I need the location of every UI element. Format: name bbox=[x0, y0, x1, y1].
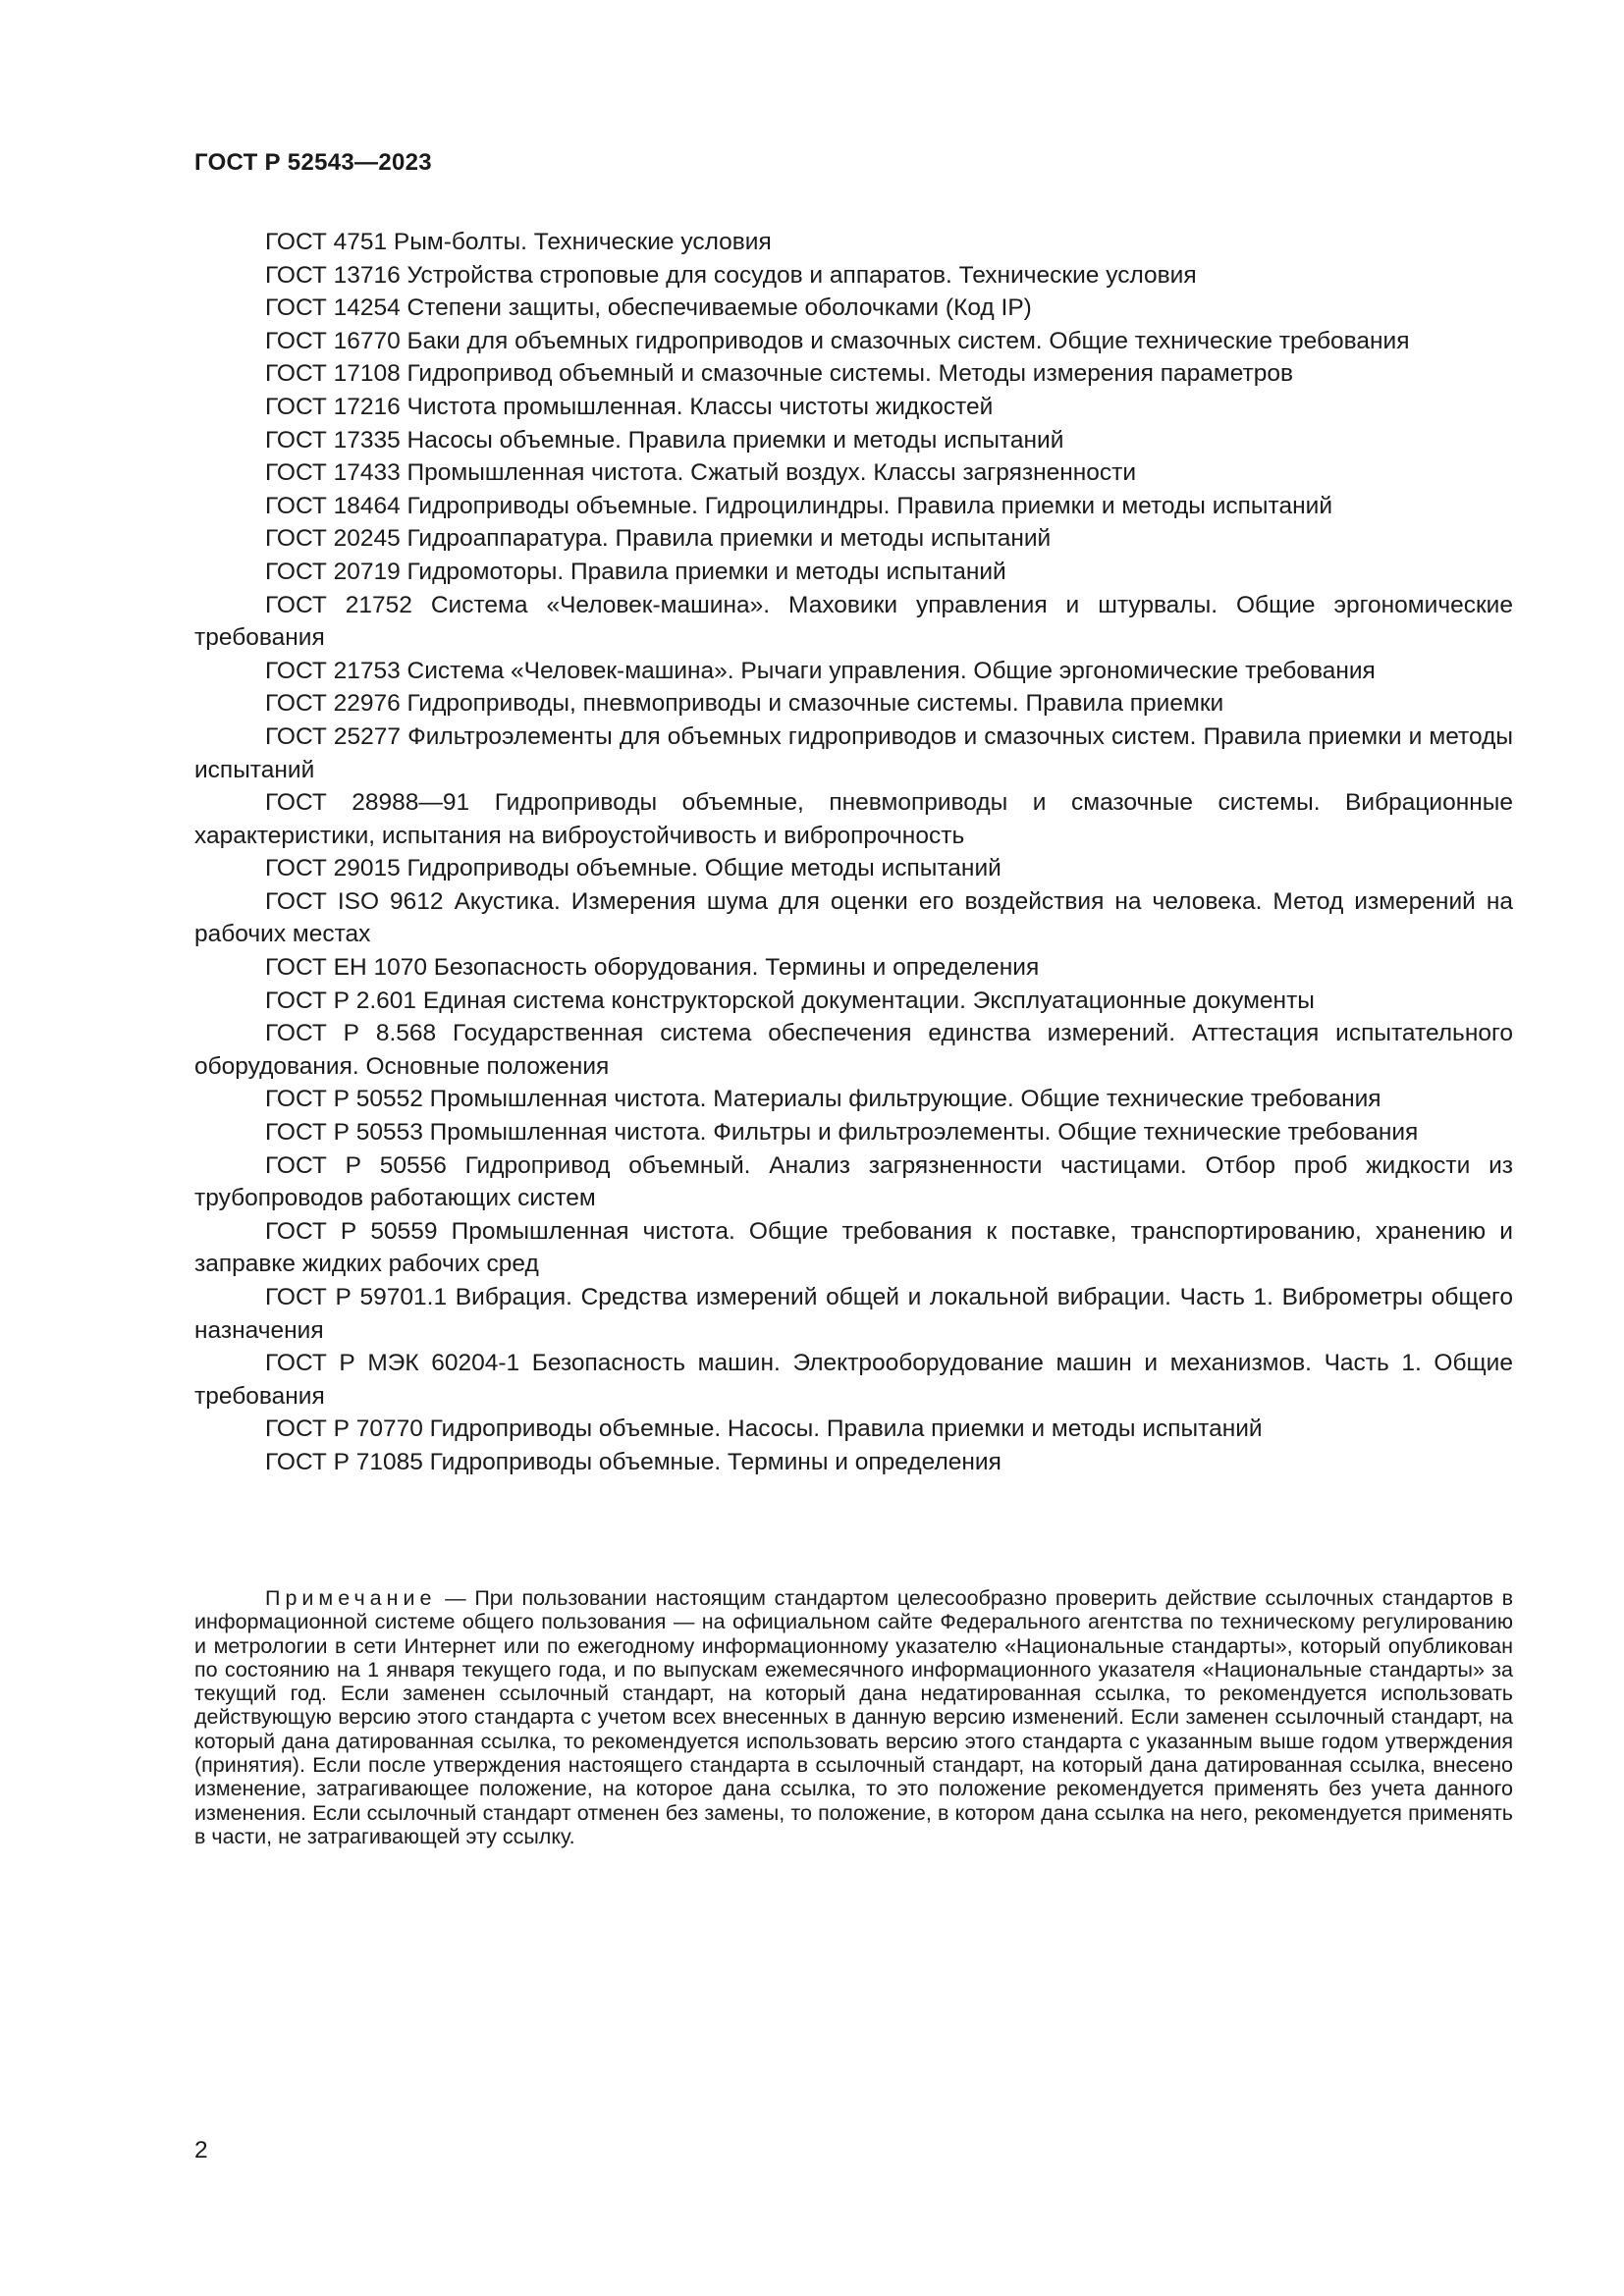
reference-item: ГОСТ ISO 9612 Акустика. Измерения шума для оценки его воздействия на человека. Метод измерений на рабочих местах bbox=[194, 887, 1513, 948]
note-paragraph bbox=[194, 1586, 1513, 1848]
note-label: Примечание bbox=[265, 1586, 437, 1610]
reference-item: ГОСТ Р 50553 Промышленная чистота. Фильтры и фильтроэлементы. Общие технические требования bbox=[265, 1119, 1419, 1147]
reference-item: ГОСТ Р 50556 Гидропривод объемный. Анализ загрязненности частицами. Отбор проб жидкости из трубопроводов работающих систем bbox=[194, 1151, 1513, 1212]
reference-item: ГОСТ 29015 Гидроприводы объемные. Общие методы испытаний bbox=[265, 855, 1001, 882]
reference-item: ГОСТ Р МЭК 60204-1 Безопасность машин. Электрооборудование машин и механизмов. Часть 1. Общие требования bbox=[194, 1350, 1513, 1410]
reference-item: ГОСТ 14254 Степени защиты, обеспечиваемые оболочками (Код IP) bbox=[265, 294, 1032, 322]
reference-item: ГОСТ Р 71085 Гидроприводы объемные. Термины и определения bbox=[265, 1448, 1001, 1475]
reference-item: ГОСТ ЕН 1070 Безопасность оборудования. Термины и определения bbox=[265, 954, 1040, 982]
reference-item: ГОСТ 28988—91 Гидроприводы объемные, пневмоприводы и смазочные системы. Вибрационные характеристики, испытания на виброустойчивость и вибропрочность bbox=[194, 789, 1513, 849]
reference-item: ГОСТ Р 8.568 Государственная система обеспечения единства измерений. Аттестация испытательного оборудования. Основные положения bbox=[194, 1020, 1513, 1080]
reference-item: ГОСТ 17216 Чистота промышленная. Классы чистоты жидкостей bbox=[265, 393, 994, 420]
reference-item: ГОСТ Р 50559 Промышленная чистота. Общие требования к поставке, транспортированию, хранению и заправке жидких рабочих сред bbox=[194, 1217, 1513, 1278]
reference-item: ГОСТ 17433 Промышленная чистота. Сжатый воздух. Классы загрязненности bbox=[265, 459, 1137, 487]
reference-item: ГОСТ 4751 Рым-болты. Технические условия bbox=[265, 229, 772, 255]
normative-references-list bbox=[194, 226, 1513, 1479]
reference-item: ГОСТ Р 70770 Гидроприводы объемные. Насосы. Правила приемки и методы испытаний bbox=[265, 1415, 1263, 1443]
reference-item: ГОСТ 20719 Гидромоторы. Правила приемки и методы испытаний bbox=[265, 558, 1006, 585]
reference-item: ГОСТ 21753 Система «Человек-машина». Рычаги управления. Общие эргономические требования bbox=[265, 657, 1376, 684]
reference-item: ГОСТ 17108 Гидропривод объемный и смазочные системы. Методы измерения параметров bbox=[265, 360, 1294, 388]
reference-item: ГОСТ Р 2.601 Единая система конструкторской документации. Эксплуатационные документы bbox=[265, 987, 1315, 1014]
reference-item: ГОСТ 13716 Устройства строповые для сосудов и аппаратов. Технические условия bbox=[265, 261, 1197, 289]
reference-item: ГОСТ 22976 Гидроприводы, пневмоприводы и смазочные системы. Правила приемки bbox=[265, 690, 1224, 718]
reference-item: ГОСТ 18464 Гидроприводы объемные. Гидроцилиндры. Правила приемки и методы испытаний bbox=[265, 492, 1333, 519]
reference-item: ГОСТ 16770 Баки для объемных гидроприводов и смазочных систем. Общие технические требования bbox=[265, 327, 1410, 354]
page-number: 2 bbox=[194, 2137, 208, 2163]
reference-item: ГОСТ 20245 Гидроаппаратура. Правила приемки и методы испытаний bbox=[265, 525, 1052, 553]
reference-item: ГОСТ 21752 Система «Человек-машина». Маховики управления и штурвалы. Общие эргономические требования bbox=[194, 591, 1513, 652]
reference-item: ГОСТ 17335 Насосы объемные. Правила приемки и методы испытаний bbox=[265, 426, 1064, 454]
note-text: — При пользовании настоящим стандартом целесообразно проверить действие ссылочных стандартов в информационной системе общего пользования — на официальном сайте Федерального агентства по техническому регулированию и метрологии в сети Интернет или по ежегодному информационному указателю «Национальные стандарты», который опубликован по состоянию на 1 января текущего года, и по выпускам ежемесячного информационного указателя «Национальные стандарты» за текущий год. Если заменен ссылочный стандарт, на который дана недатированная ссылка, то рекомендуется использовать действующую версию этого стандарта с учетом всех внесенных в данную версию изменений. Если заменен ссылочный стандарт, на который дана датированная ссылка, то рекомендуется использовать версию этого стандарта с указанным выше годом утверждения (принятия). Если после утверждения настоящего стандарта в ссылочный стандарт, на который дана датированная ссылка, внесено изменение, затрагивающее положение, на которое дана ссылка, то это положение рекомендуется применять без учета данного изменения. Если ссылочный стандарт отменен без замены, то положение, в котором дана ссылка на него, рекомендуется применять в части, не затрагивающей эту ссылку. bbox=[194, 1586, 1513, 1848]
document-header: ГОСТ Р 52543—2023 bbox=[194, 149, 432, 176]
reference-item: ГОСТ Р 50552 Промышленная чистота. Материалы фильтрующие. Общие технические требования bbox=[265, 1086, 1381, 1113]
reference-item: ГОСТ Р 59701.1 Вибрация. Средства измерений общей и локальной вибрации. Часть 1. Виброметры общего назначения bbox=[194, 1284, 1513, 1344]
reference-item: ГОСТ 25277 Фильтроэлементы для объемных гидроприводов и смазочных систем. Правила приемки и методы испытаний bbox=[194, 722, 1513, 783]
